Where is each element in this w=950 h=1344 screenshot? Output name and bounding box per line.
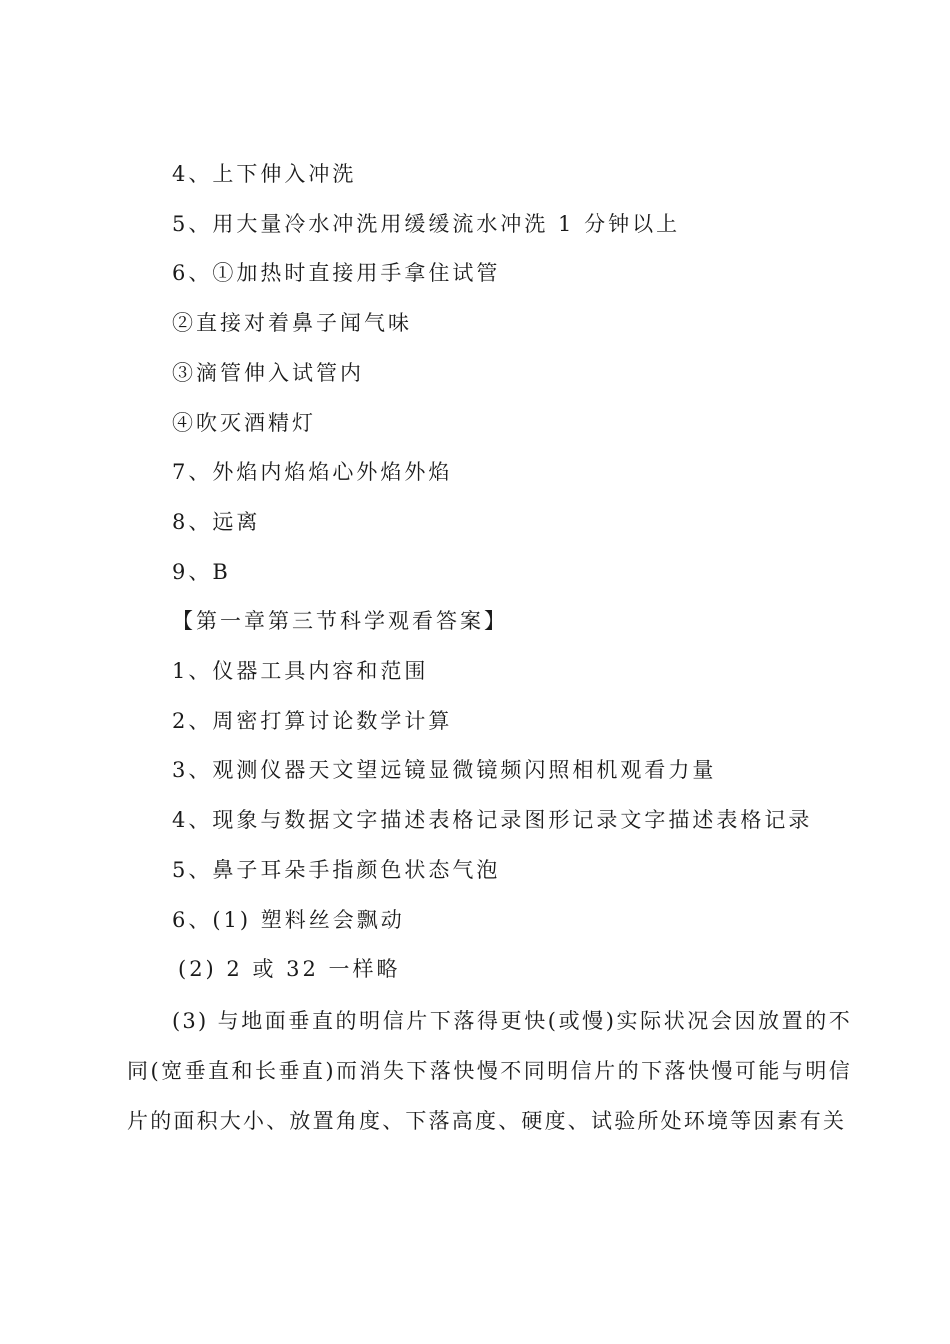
section-answer-2: 2、周密打算讨论数学计算	[172, 709, 453, 733]
section-answer-6-3-paragraph: (3) 与地面垂直的明信片下落得更快(或慢)实际状况会因放置的不同(宽垂直和长垂直)而消失下落快慢不同明信片的下落快慢可能与明信片的面积大小、放置角度、下落高度、硬度、试验所处环境等因素有关	[127, 1009, 852, 1133]
section-answer-5: 5、鼻子耳朵手指颜色状态气泡	[172, 858, 501, 882]
section-answer-1: 1、仪器工具内容和范围	[172, 659, 429, 683]
section-answer-4: 4、现象与数据文字描述表格记录图形记录文字描述表格记录	[172, 808, 813, 832]
answer-line-9: 9、B	[172, 560, 231, 584]
answer-line-6-3: ③滴管伸入试管内	[172, 361, 364, 385]
section-answer-6-2: (2) 2 或 32 一样略	[178, 957, 401, 981]
answer-line-8: 8、远离	[172, 510, 261, 534]
answer-line-6-4: ④吹灭酒精灯	[172, 411, 316, 435]
section-answer-3: 3、观测仪器天文望远镜显微镜频闪照相机观看力量	[172, 758, 717, 782]
answer-line-5: 5、用大量冷水冲洗用缓缓流水冲洗 1 分钟以上	[172, 212, 681, 236]
answer-line-4: 4、上下伸入冲洗	[172, 162, 357, 186]
section-answer-6-1: 6、(1) 塑料丝会飘动	[172, 908, 405, 932]
answer-line-6: 6、①加热时直接用手拿住试管	[172, 261, 501, 285]
answer-line-7: 7、外焰内焰焰心外焰外焰	[172, 460, 453, 484]
section-heading: 【第一章第三节科学观看答案】	[172, 609, 508, 633]
answer-line-6-2: ②直接对着鼻子闻气味	[172, 311, 412, 335]
